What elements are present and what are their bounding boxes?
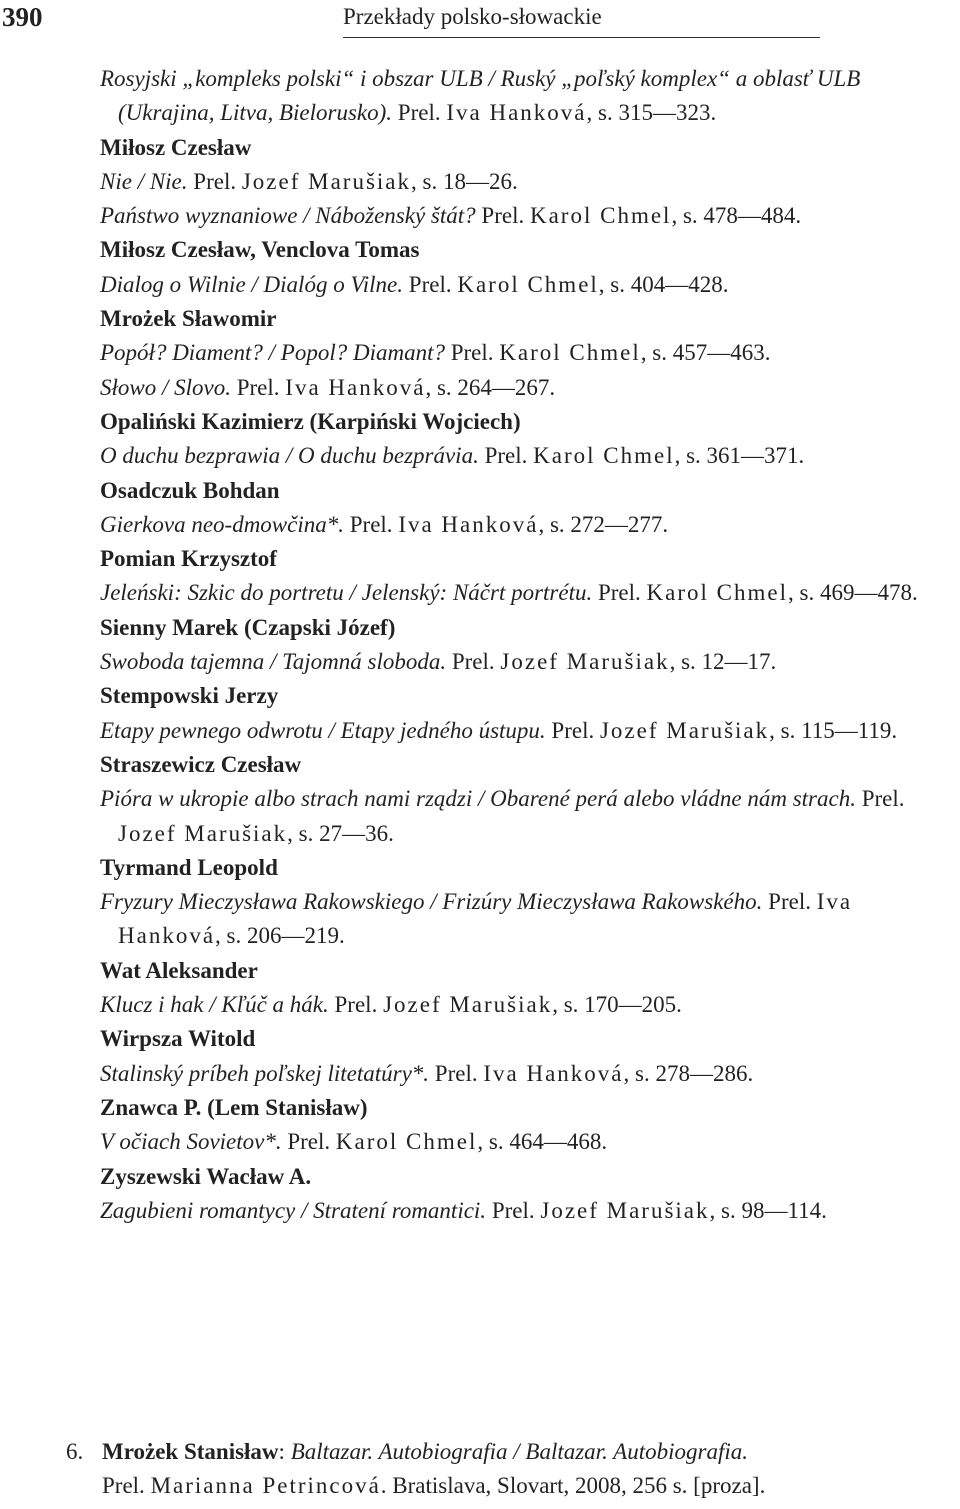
work-entry: [100, 268, 958, 302]
work-entry: [100, 782, 958, 851]
page-range: , s. 98—114.: [709, 1197, 827, 1223]
author-heading: Wirpsza Witold: [100, 1026, 256, 1052]
prel-label: Prel.: [349, 511, 393, 537]
running-head: Przekłady polsko-słowackie: [343, 4, 602, 29]
page-range: , s. 315—323.: [586, 100, 717, 126]
prel-label: Prel.: [768, 889, 811, 915]
work-title: Fryzury Mieczysława Rakowskiego / Frizúry Mieczysława Rakowského.: [100, 889, 763, 915]
page-range: , s. 478—484.: [671, 203, 802, 229]
numbered-entry: [66, 1435, 956, 1504]
entry-translator: Marianna Petrincová: [150, 1473, 381, 1499]
work-title: Dialog o Wilnie / Dialóg o Vilne.: [100, 271, 404, 297]
page-range: , s. 464—468.: [477, 1129, 608, 1155]
page-range: , s. 206—219.: [215, 923, 345, 949]
work-title: Państwo wyznaniowe / Náboženský štát?: [100, 203, 476, 229]
page-range: , s. 457—463.: [640, 340, 771, 366]
prel-label: Prel.: [451, 649, 495, 675]
prel-label: Prel.: [450, 340, 494, 366]
work-entry: [100, 371, 958, 405]
author-heading: Zyszewski Wacław A.: [100, 1163, 312, 1189]
work-entry: [100, 1057, 958, 1091]
entry-rest: . Bratislava, Slovart, 2008, 256 s. [proza].: [380, 1473, 766, 1499]
work-title: Klucz i hak / Kľúč a hák.: [100, 992, 329, 1018]
author-heading: Znawca P. (Lem Stanisław): [100, 1094, 368, 1120]
prel-label: Prel.: [236, 374, 280, 400]
work-entry: [100, 714, 958, 748]
prel-label: Prel.: [551, 717, 595, 743]
author-heading: Opaliński Kazimierz (Karpiński Wojciech): [100, 408, 521, 434]
prel-label: Prel.: [434, 1060, 478, 1086]
translator-name: Iva Hanková: [118, 889, 853, 949]
page-range: , s. 27—36.: [287, 820, 394, 846]
work-entry: [100, 508, 958, 542]
entry-number: 6.: [66, 1439, 84, 1464]
entry-title: Baltazar. Autobiografia / Baltazar. Autobiografia.: [290, 1439, 748, 1464]
translator-name: Karol Chmel: [529, 203, 672, 229]
page-number: 390: [2, 2, 43, 32]
translator-name: Jozef Marušiak: [500, 649, 670, 675]
page-range: , s. 18—26.: [411, 168, 518, 194]
work-title: Nie / Nie.: [100, 168, 188, 194]
entry-continuation: [66, 1469, 956, 1503]
work-entry: [100, 199, 958, 233]
prel-label: Prel.: [397, 100, 441, 126]
translator-name: Karol Chmel: [335, 1129, 478, 1155]
work-title: Zagubieni romantycy / Stratení romantici.: [100, 1197, 487, 1223]
author-heading: Sienny Marek (Czapski Józef): [100, 614, 396, 640]
work-entry: [100, 645, 958, 679]
work-title: Swoboda tajemna / Tajomná sloboda.: [100, 649, 447, 675]
work-entry: [100, 1125, 958, 1159]
translator-name: Jozef Marušiak: [241, 168, 411, 194]
bibliography-list: [100, 62, 958, 1228]
translator-name: Iva Hanková: [483, 1060, 624, 1086]
page-range: , s. 264—267.: [425, 374, 556, 400]
translator-name: Jozef Marušiak: [118, 820, 288, 846]
translator-name: Jozef Marušiak: [540, 1197, 710, 1223]
author-heading: Miłosz Czesław: [100, 134, 252, 160]
work-entry: [100, 439, 958, 473]
prel-label: Prel.: [334, 992, 378, 1018]
page-range: , s. 278—286.: [623, 1060, 754, 1086]
prel-label: Prel.: [408, 271, 452, 297]
page-range: , s. 272—277.: [538, 511, 669, 537]
page-range: , s. 170—205.: [552, 992, 682, 1018]
work-entry: [100, 336, 958, 370]
header-rule: [343, 37, 820, 38]
entry-colon: :: [278, 1439, 285, 1464]
work-entry: [100, 885, 958, 954]
author-heading: Mrożek Sławomir: [100, 306, 277, 332]
prel-label: Prel.: [861, 786, 905, 812]
prel-label: Prel.: [481, 203, 525, 229]
translator-name: Karol Chmel: [499, 340, 641, 366]
prel-label: Prel.: [491, 1197, 535, 1223]
author-heading: Pomian Krzysztof: [100, 546, 277, 572]
page-range: , s. 115—119.: [769, 717, 898, 743]
author-heading: Miłosz Czesław, Venclova Tomas: [100, 237, 420, 263]
page-range: , s. 361—371.: [674, 443, 805, 469]
prel-label: Prel.: [484, 443, 528, 469]
author-heading: Stempowski Jerzy: [100, 683, 279, 709]
work-title: Gierkova neo-dmowčina*.: [100, 511, 344, 537]
translator-name: Karol Chmel: [646, 580, 788, 606]
work-title: V očiach Sovietov*.: [100, 1129, 282, 1155]
page-header: [0, 0, 960, 44]
page-range: , s. 404—428.: [598, 271, 729, 297]
work-entry: [100, 1194, 958, 1228]
work-title: Popół? Diament? / Popol? Diamant?: [100, 340, 445, 366]
translator-name: Karol Chmel: [457, 271, 599, 297]
author-heading: Tyrmand Leopold: [100, 854, 278, 880]
page-range: , s. 469—478.: [788, 580, 918, 606]
work-title: Słowo / Slovo.: [100, 374, 231, 400]
work-entry: [100, 62, 958, 131]
entry-prel: Prel.: [102, 1473, 145, 1499]
work-title: Rosyjski „kompleks polski“ i obszar ULB / Ruský „poľský komplex“ a oblasť ULB (Ukrajina, Litva, Bielorusko).: [100, 66, 861, 126]
entry-author: Mrożek Stanisław: [102, 1439, 279, 1464]
work-title: Stalinský príbeh poľskej litetatúry*.: [100, 1060, 430, 1086]
translator-name: Iva Hanková: [446, 100, 587, 126]
work-entry: [100, 576, 958, 610]
translator-name: Iva Hanková: [285, 374, 426, 400]
work-title: Jeleński: Szkic do portretu / Jelenský: Náčrt portrétu.: [100, 580, 593, 606]
translator-name: Iva Hanková: [398, 511, 539, 537]
author-heading: Wat Aleksander: [100, 957, 258, 983]
author-heading: Osadczuk Bohdan: [100, 477, 280, 503]
work-title: O duchu bezprawia / O duchu bezprávia.: [100, 443, 479, 469]
translator-name: Jozef Marušiak: [599, 717, 770, 743]
translator-name: Karol Chmel: [533, 443, 675, 469]
prel-label: Prel.: [597, 580, 641, 606]
translator-name: Jozef Marušiak: [383, 992, 553, 1018]
work-entry: [100, 165, 958, 199]
page-range: , s. 12—17.: [669, 649, 777, 675]
prel-label: Prel.: [287, 1129, 331, 1155]
prel-label: Prel.: [193, 168, 237, 194]
work-title: Pióra w ukropie albo strach nami rządzi / Obarené perá alebo vládne nám strach.: [100, 786, 856, 812]
work-title: Etapy pewnego odwrotu / Etapy jedného ústupu.: [100, 717, 546, 743]
author-heading: Straszewicz Czesław: [100, 751, 302, 777]
work-entry: [100, 988, 958, 1022]
